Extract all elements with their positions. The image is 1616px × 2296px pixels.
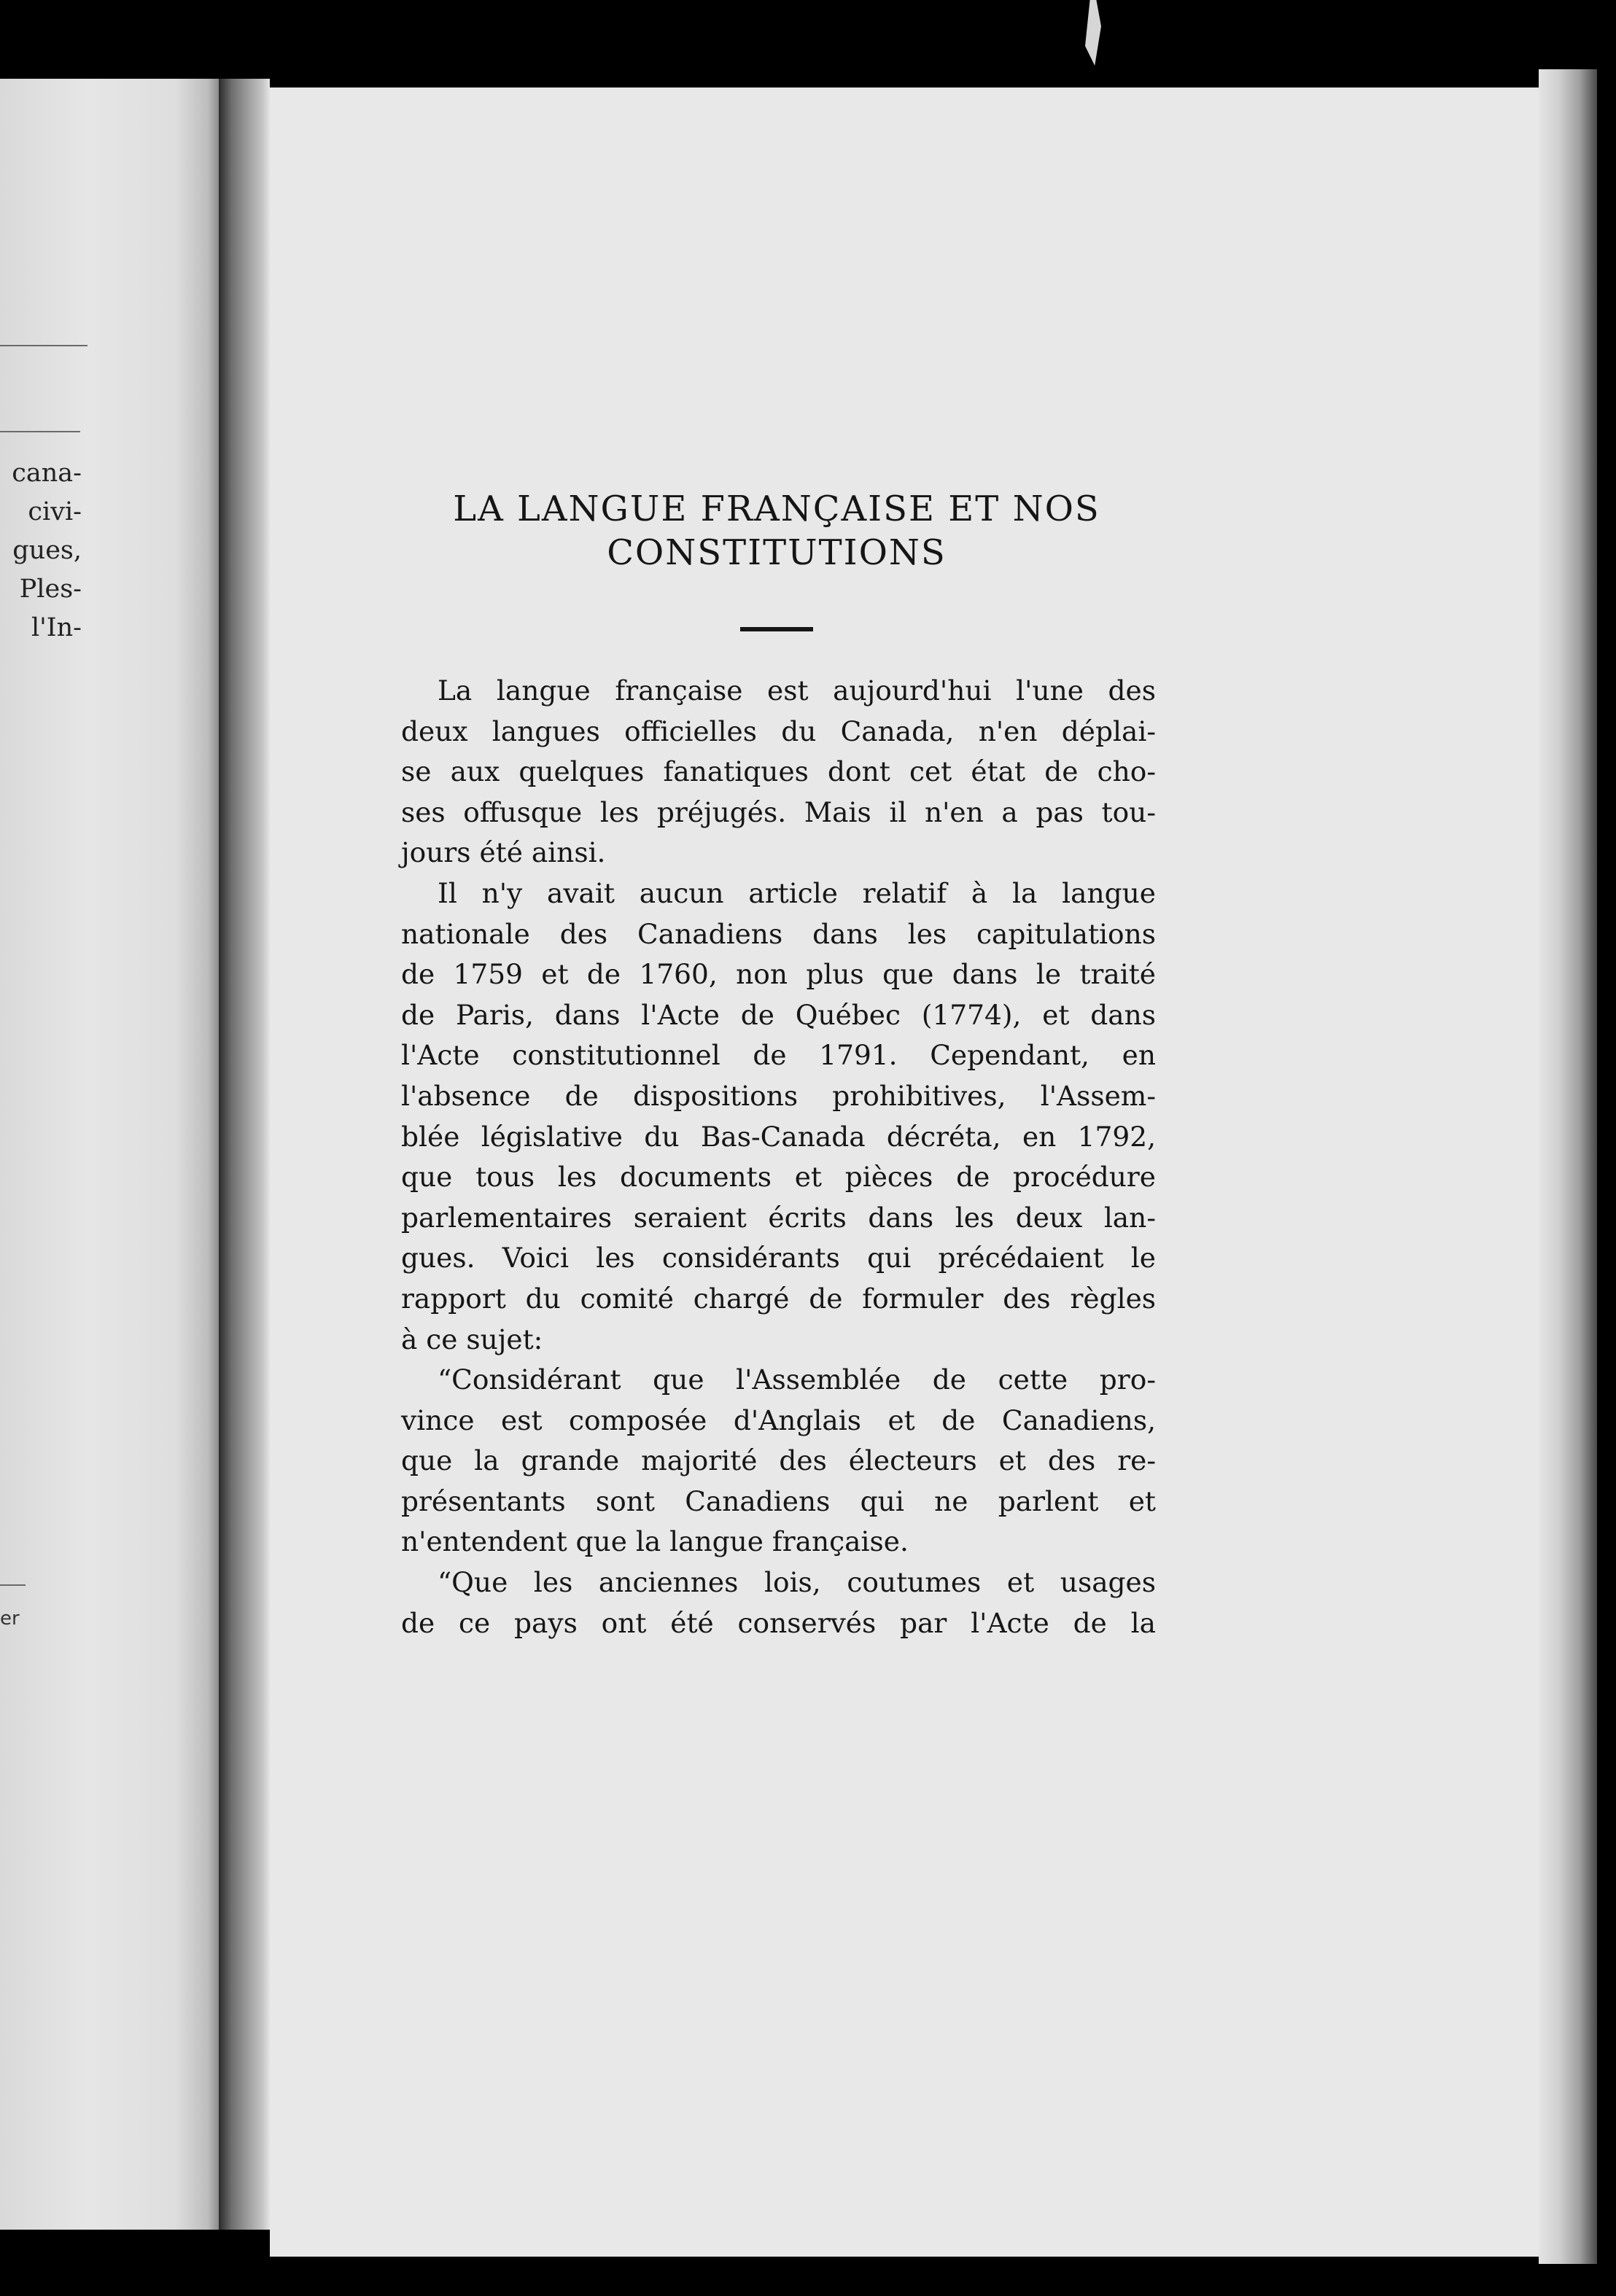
text-line: deux langues officielles du Canada, n'en déplai- [401,715,1156,747]
text-line: l'absence de dispositions prohibitives, l'Assem- [401,1079,1156,1112]
text-line: que la grande majorité des électeurs et des re- [401,1444,1156,1477]
chapter-title-line: CONSTITUTIONS [607,532,947,573]
text-line: de ce pays ont été conservés par l'Acte de la [401,1606,1156,1639]
left-page-line: l'In- [31,613,82,642]
body-text [401,671,1156,1643]
left-page-footer-fragment: er [0,1608,20,1630]
text-line: que tous les documents et pièces de procédure [401,1161,1156,1194]
left-page-rule [0,1584,26,1586]
left-page-line: cana- [12,459,82,488]
book-binding-gutter [219,79,270,2230]
left-page-text [0,454,82,647]
chapter-title-line: LA LANGUE FRANÇAISE ET NOS [453,489,1100,529]
left-page-line: gues, [12,536,82,565]
text-line: rapport du comité chargé de formuler des règles [401,1282,1156,1315]
title-divider [740,627,813,631]
text-line: présentants sont Canadiens qui ne parlent et [401,1484,1156,1517]
text-line: gues. Voici les considérants qui précédaient le [401,1242,1156,1275]
text-line: de 1759 et de 1760, non plus que dans le traité [401,958,1156,991]
text-line: de Paris, dans l'Acte de Québec (1774), et dans [401,998,1156,1031]
text-line: La langue française est aujourd'hui l'une des [438,674,1156,707]
left-page-rule [0,345,88,346]
scan-edge-mark [1085,0,1101,66]
text-line: “Considérant que l'Assemblée de cette pro- [438,1363,1156,1396]
text-line: se aux quelques fanatiques dont cet état de cho- [401,755,1156,788]
left-page-line: civi- [28,497,82,526]
text-line: n'entendent que la langue française. [401,1525,909,1558]
text-line: ses offusque les préjugés. Mais il n'en a pas tou- [401,795,1156,828]
left-page-fragment [0,79,219,2230]
text-line: à ce sujet: [401,1323,543,1355]
left-page-rule [0,431,80,432]
text-line: “Que les anciennes lois, coutumes et usages [438,1566,1156,1599]
left-page-line: Ples- [19,575,82,604]
text-line: l'Acte constitutionnel de 1791. Cependant, en [401,1039,1156,1072]
text-line: Il n'y avait aucun article relatif à la langue [438,876,1156,909]
text-line: vince est composée d'Anglais et de Canadiens, [401,1404,1156,1436]
chapter-title [405,487,1149,575]
text-line: nationale des Canadiens dans les capitulations [401,917,1156,950]
page-edge [1539,69,1597,2264]
text-line: jours été ainsi. [401,836,606,869]
text-line: blée législative du Bas-Canada décréta, en 1792, [401,1120,1156,1153]
text-line: parlementaires seraient écrits dans les deux lan- [401,1201,1156,1234]
